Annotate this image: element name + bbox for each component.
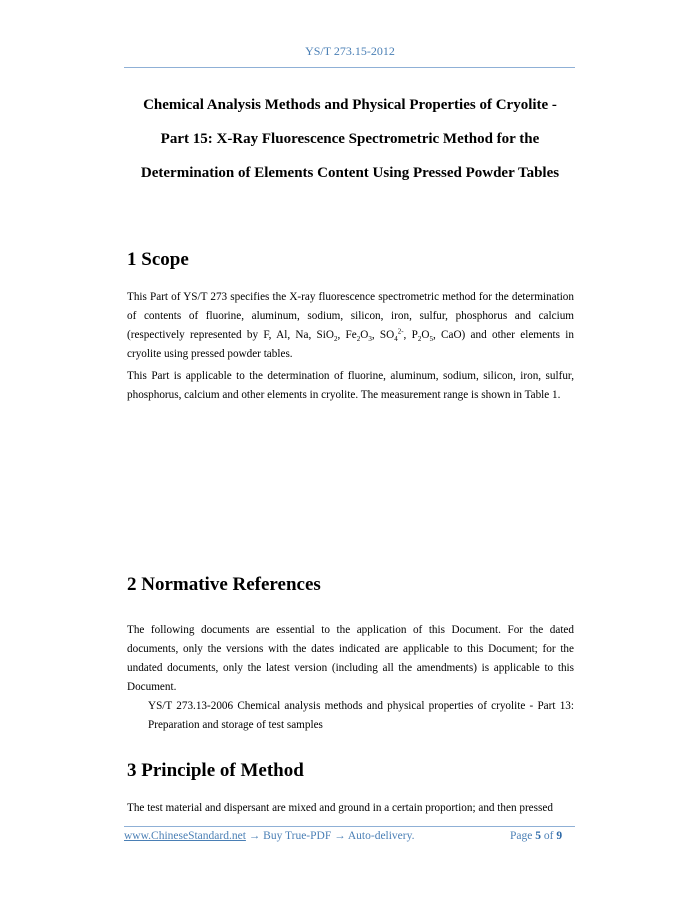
scope-paragraph-1: This Part of YS/T 273 specifies the X-ray fluorescence spectrometric method for the determination of contents of fluorine, aluminum, sodium, silicon, iron, sulfur, phosphorus and calcium (respectively represented by F, Al, Na, SiO$_2$, $Fe_2O_3$, $SO_4^{2-}$, $P_2O_5$, CaO) and other elements in cryolite using pressed powder tables.: [127, 291, 574, 360]
footer-arrow-icon: →: [245, 830, 264, 842]
normative-paragraph-1: The following documents are essential to the application of this Document. For the dated documents, only the versions with the dates indicated are applicable to this Document; for the undated documents, only the latest version (including all the amendments) is applicable to this Document.: [127, 624, 574, 693]
principle-paragraph-1: The test material and dispersant are mixed and ground in a certain proportion; and then pressed: [127, 802, 553, 814]
section-heading-principle: 3 Principle of Method: [127, 760, 304, 781]
doc-title-line-1: Chemical Analysis Methods and Physical Properties of Cryolite -: [143, 97, 557, 113]
header-rule: [124, 67, 575, 68]
doc-title-line-2: Part 15: X-Ray Fluorescence Spectrometric Method for the: [160, 131, 540, 147]
footer-links: [124, 830, 415, 842]
footer-rule: [124, 826, 575, 827]
section-heading-normative-references: 2 Normative References: [127, 574, 321, 595]
section-heading-scope: 1 Scope: [127, 249, 189, 270]
footer-site-link[interactable]: www.ChineseStandard.net: [124, 830, 246, 842]
doc-title-line-3: Determination of Elements Content Using Pressed Powder Tables: [140, 165, 560, 181]
normative-reference-item: YS/T 273.13-2006 Chemical analysis methods and physical properties of cryolite - Part 13: Preparation and storage of test samples: [148, 700, 574, 731]
scope-paragraph-2: This Part is applicable to the determination of fluorine, aluminum, sodium, silicon, iron, sulfur, phosphorus, calcium and other elements in cryolite. The measurement range is shown in Table 1.: [127, 370, 574, 401]
footer-arrow-icon: →: [331, 830, 348, 842]
footer-buy-link[interactable]: Buy True-PDF: [263, 830, 332, 842]
footer-auto-delivery: Auto-delivery.: [347, 830, 415, 842]
header-code: YS/T 273.15-2012: [305, 44, 395, 58]
page-number: Page 5 of 9: [510, 830, 563, 842]
